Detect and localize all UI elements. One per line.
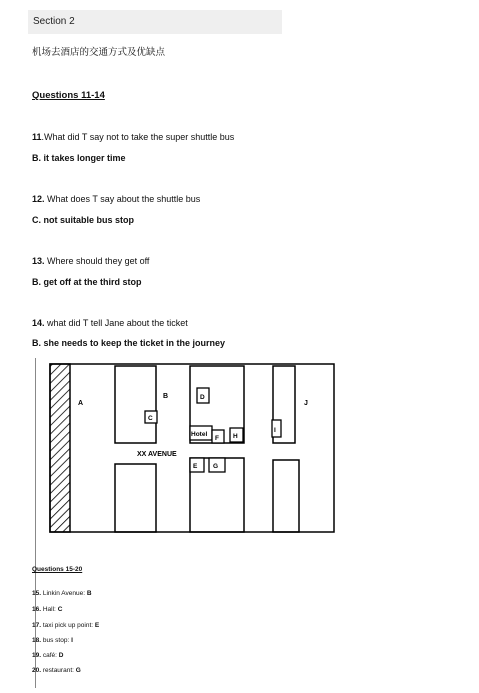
answer-12: C. not suitable bus stop [32, 215, 135, 225]
row-label: taxi pick up point: [42, 622, 94, 629]
question-text: Where should they get off [47, 256, 150, 266]
label-hotel: Hotel [191, 431, 208, 438]
label-h: H [233, 433, 238, 440]
block-bottom-right [273, 460, 299, 532]
row-answer: G [75, 667, 81, 674]
answer-13: B. get off at the third stop [32, 277, 142, 287]
street-map-svg [30, 352, 430, 688]
answer-row-15 [32, 590, 92, 597]
row-answer: B [86, 590, 92, 597]
hatched-strip [50, 364, 70, 532]
label-d: D [200, 394, 205, 401]
row-number: 19. [32, 652, 42, 659]
label-i: I [274, 427, 276, 434]
label-g: G [213, 463, 219, 470]
row-label: restaurant: [42, 667, 74, 674]
block-bottom-left [115, 464, 156, 532]
block-b [115, 366, 156, 443]
row-label: bus stop: [42, 637, 70, 644]
row-number: 16. [32, 606, 42, 613]
label-e: E [193, 463, 198, 470]
answer-14: B. she needs to keep the ticket in the journey [32, 338, 226, 348]
row-number: 17. [32, 622, 42, 629]
label-a: A [78, 400, 84, 407]
row-answer: I [71, 637, 73, 644]
answer-11: B. it takes longer time [32, 153, 126, 163]
row-number: 20. [32, 667, 42, 674]
chinese-title: 机场去酒店的交通方式及优缺点 [32, 47, 166, 58]
question-13 [32, 256, 149, 266]
map-frame [50, 364, 334, 532]
question-number: 11 [32, 132, 42, 142]
question-text: what did T tell Jane about the ticket [47, 318, 188, 328]
street-label: XX AVENUE [137, 451, 177, 458]
answer-row-17 [32, 622, 99, 629]
label-j: J [304, 400, 308, 407]
question-11 [32, 132, 234, 142]
answer-row-18 [32, 637, 73, 644]
answer-row-19 [32, 652, 63, 659]
answer-row-16 [32, 606, 62, 613]
row-answer: D [58, 652, 64, 659]
questions-11-14-heading: Questions 11-14 [32, 90, 105, 101]
question-number: 14. [32, 318, 45, 328]
questions-15-20-heading: Questions 15-20 [32, 566, 83, 573]
question-sep: . [41, 132, 45, 142]
question-12 [32, 194, 200, 204]
row-answer: E [94, 622, 100, 629]
row-label: café: [42, 652, 57, 659]
row-label: Hall: [42, 606, 56, 613]
question-text: What did T say not to take the super shuttle bus [44, 132, 235, 142]
section-header: Section 2 [28, 10, 282, 34]
question-text: What does T say about the shuttle bus [47, 194, 201, 204]
label-c: C [148, 415, 153, 422]
row-label: Linkin Avenue: [42, 590, 86, 597]
row-number: 18. [32, 637, 42, 644]
label-b: B [163, 393, 169, 400]
question-number: 13. [32, 256, 45, 266]
question-14 [32, 318, 188, 328]
question-number: 12. [32, 194, 45, 204]
row-number: 15. [32, 590, 42, 597]
street-map [30, 352, 430, 688]
answer-row-20 [32, 667, 81, 674]
label-f: F [215, 435, 219, 442]
row-answer: C [57, 606, 63, 613]
